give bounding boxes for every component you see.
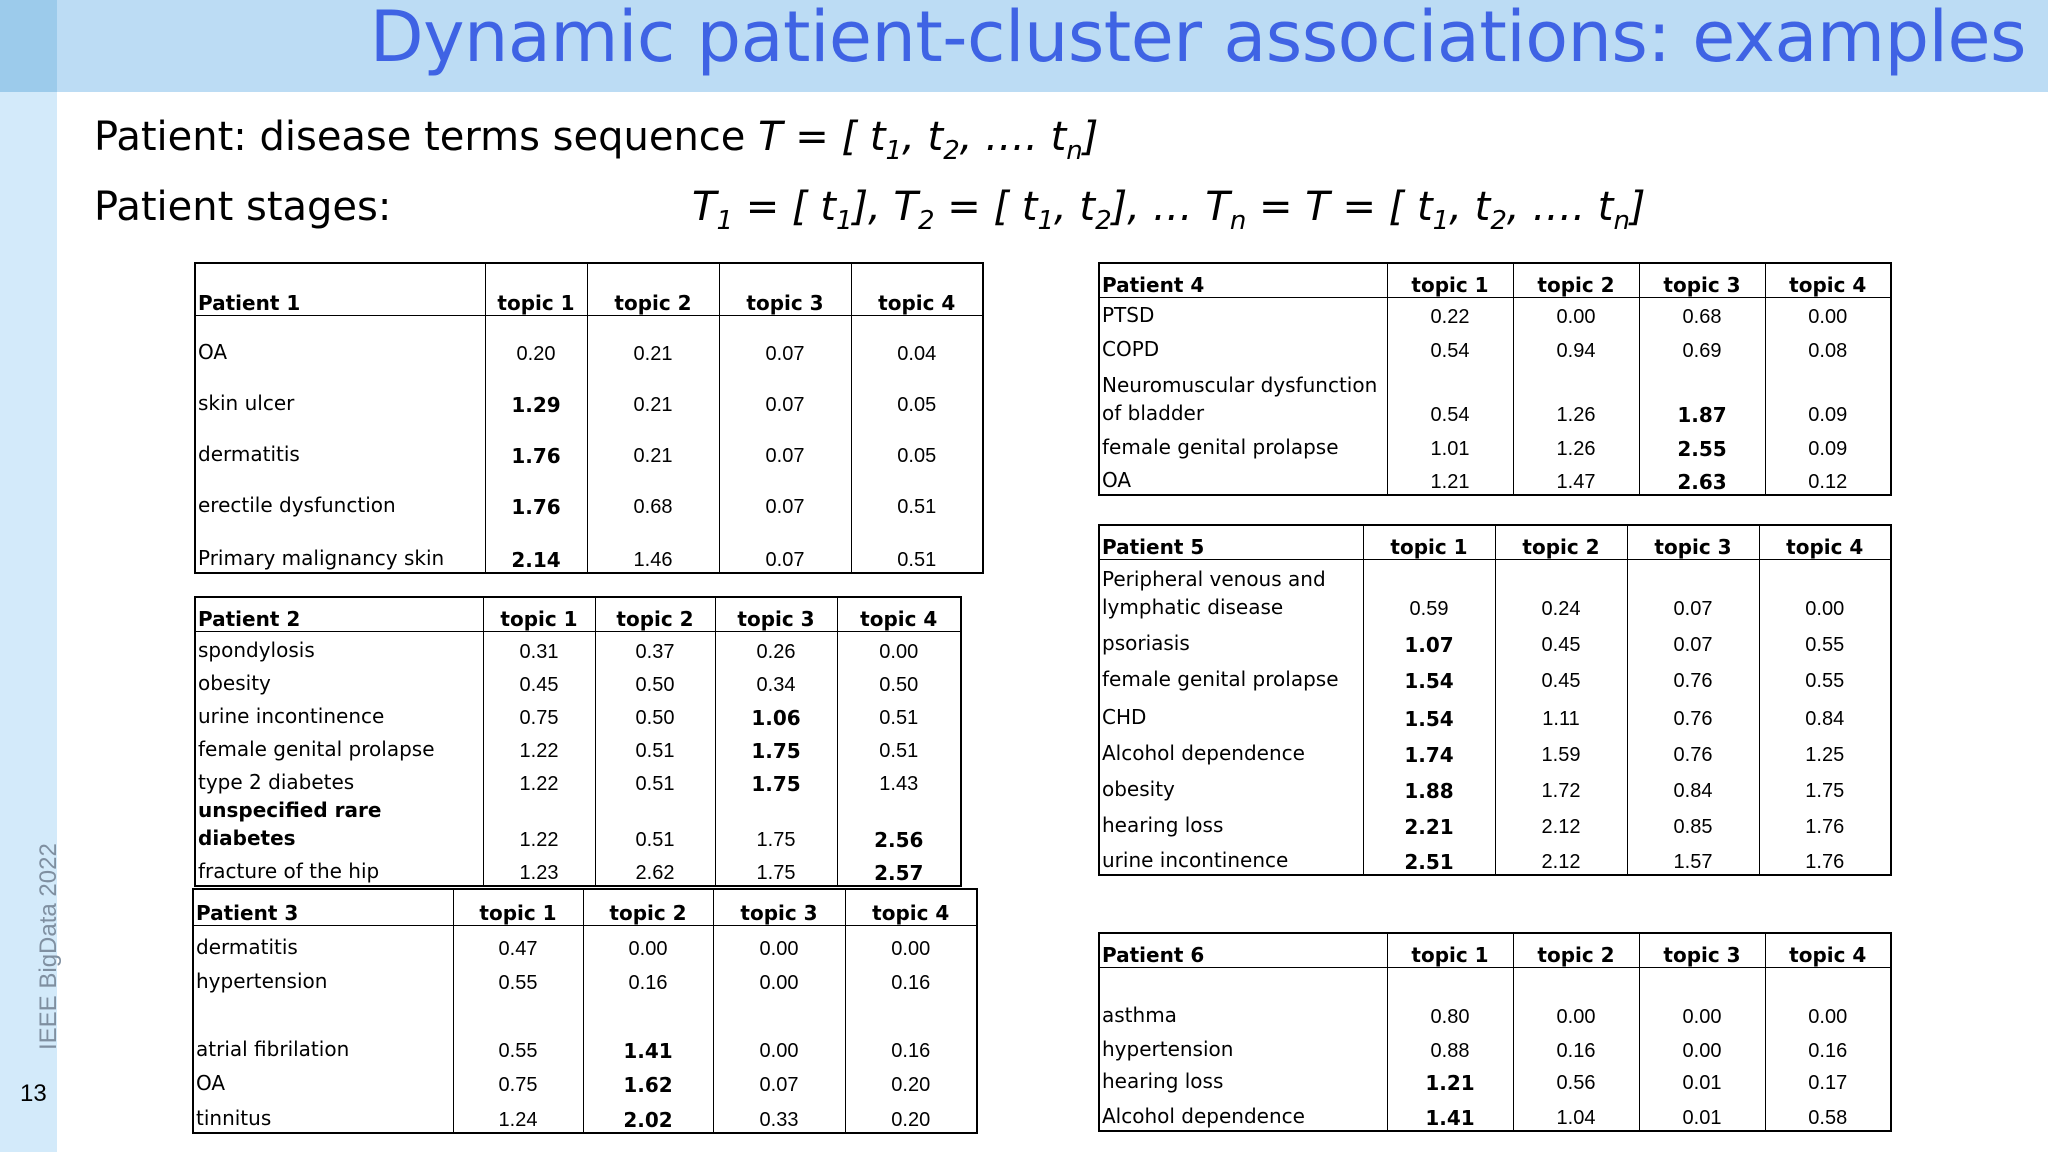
disease-term: skin ulcer bbox=[198, 391, 295, 415]
topic-3-value: 0.00 bbox=[713, 925, 845, 961]
topic-4-value: 0.00 bbox=[837, 631, 961, 664]
table-row bbox=[1099, 803, 1891, 839]
topic-1-value: 1.22 bbox=[483, 796, 595, 852]
disease-term: dermatitis bbox=[196, 935, 298, 959]
topic-1-value: 1.88 bbox=[1363, 767, 1495, 803]
table-row bbox=[195, 315, 983, 366]
topic-1-value: 1.21 bbox=[1387, 1063, 1513, 1095]
disease-term: PTSD bbox=[1102, 303, 1155, 327]
topic-2-value: 0.45 bbox=[1495, 621, 1627, 657]
topic-1-value: 0.80 bbox=[1387, 967, 1513, 1029]
table-header-row bbox=[1099, 933, 1891, 967]
patient-name: Patient 1 bbox=[195, 263, 485, 315]
conference-label: IEEE BigData 2022 bbox=[35, 843, 62, 1050]
column-header-topic-3: topic 3 bbox=[1639, 933, 1765, 967]
topic-2-value: 1.04 bbox=[1513, 1095, 1639, 1131]
column-header-topic-4: topic 4 bbox=[845, 889, 977, 925]
topic-3-value: 1.06 bbox=[715, 697, 837, 730]
topic-2-value: 0.21 bbox=[587, 315, 719, 366]
topic-1-value: 1.41 bbox=[1387, 1095, 1513, 1131]
topic-3-value: 0.07 bbox=[719, 417, 851, 468]
topic-2-value: 1.41 bbox=[583, 995, 713, 1063]
topic-3-value: 0.01 bbox=[1639, 1095, 1765, 1131]
column-header-topic-4: topic 4 bbox=[1759, 525, 1891, 559]
topic-4-value: 0.16 bbox=[845, 961, 977, 995]
topic-3-value: 0.34 bbox=[715, 664, 837, 697]
topic-3-value: 2.55 bbox=[1639, 427, 1765, 461]
topic-3-value: 0.00 bbox=[713, 961, 845, 995]
topic-3-value: 0.00 bbox=[1639, 967, 1765, 1029]
topic-2-value: 0.00 bbox=[583, 925, 713, 961]
disease-term: OA bbox=[198, 340, 228, 364]
topic-4-value: 0.00 bbox=[1765, 297, 1891, 329]
topic-4-value: 0.16 bbox=[845, 995, 977, 1063]
disease-term: asthma bbox=[1102, 1003, 1177, 1027]
topic-1-value: 1.07 bbox=[1363, 621, 1495, 657]
topic-1-value: 1.54 bbox=[1363, 693, 1495, 731]
patient-table-p5 bbox=[1098, 524, 1892, 876]
table-row bbox=[195, 796, 961, 852]
disease-term: urine incontinence bbox=[1102, 848, 1289, 872]
patient-name: Patient 2 bbox=[195, 597, 483, 631]
disease-term: obesity bbox=[1102, 777, 1175, 801]
topic-3-value: 1.75 bbox=[715, 852, 837, 886]
disease-term: unspecified rare diabetes bbox=[198, 798, 382, 850]
topic-2-value: 0.51 bbox=[595, 796, 715, 852]
topic-4-value: 0.05 bbox=[851, 366, 983, 417]
topic-2-value: 0.16 bbox=[583, 961, 713, 995]
column-header-topic-1: topic 1 bbox=[1387, 263, 1513, 297]
column-header-topic-4: topic 4 bbox=[1765, 263, 1891, 297]
topic-2-value: 1.26 bbox=[1513, 363, 1639, 427]
table-row bbox=[1099, 461, 1891, 495]
topic-2-value: 0.00 bbox=[1513, 967, 1639, 1029]
disease-term: psoriasis bbox=[1102, 631, 1190, 655]
topic-4-value: 1.25 bbox=[1759, 731, 1891, 767]
disease-term: female genital prolapse bbox=[1102, 667, 1339, 691]
topic-1-value: 0.59 bbox=[1363, 559, 1495, 621]
topic-4-value: 0.51 bbox=[851, 468, 983, 519]
topic-1-value: 0.54 bbox=[1387, 329, 1513, 363]
topic-4-value: 1.75 bbox=[1759, 767, 1891, 803]
table-row bbox=[193, 995, 977, 1063]
topic-1-value: 1.01 bbox=[1387, 427, 1513, 461]
column-header-topic-3: topic 3 bbox=[713, 889, 845, 925]
table-header-row bbox=[1099, 263, 1891, 297]
topic-2-value: 0.68 bbox=[587, 468, 719, 519]
topic-2-value: 0.56 bbox=[1513, 1063, 1639, 1095]
table-row bbox=[1099, 693, 1891, 731]
topic-4-value: 0.00 bbox=[1759, 559, 1891, 621]
table-header-row bbox=[195, 263, 983, 315]
disease-term: hearing loss bbox=[1102, 813, 1224, 837]
patient-table-p2 bbox=[194, 596, 962, 887]
disease-term: Alcohol dependence bbox=[1102, 741, 1305, 765]
table-row bbox=[195, 852, 961, 886]
table-row bbox=[193, 1097, 977, 1133]
topic-2-value: 0.21 bbox=[587, 366, 719, 417]
topic-1-value: 0.55 bbox=[453, 961, 583, 995]
column-header-topic-2: topic 2 bbox=[1495, 525, 1627, 559]
topic-3-value: 1.87 bbox=[1639, 363, 1765, 427]
topic-2-value: 1.11 bbox=[1495, 693, 1627, 731]
topic-1-value: 0.55 bbox=[453, 995, 583, 1063]
disease-term: atrial fibrilation bbox=[196, 1037, 350, 1061]
table-row bbox=[1099, 1095, 1891, 1131]
disease-term: fracture of the hip bbox=[198, 859, 380, 883]
disease-term: hypertension bbox=[196, 969, 328, 993]
topic-1-value: 1.21 bbox=[1387, 461, 1513, 495]
topic-2-value: 2.62 bbox=[595, 852, 715, 886]
disease-term: Primary malignancy skin bbox=[198, 546, 445, 570]
topic-1-value: 1.24 bbox=[453, 1097, 583, 1133]
table-row bbox=[195, 631, 961, 664]
topic-4-value: 1.76 bbox=[1759, 803, 1891, 839]
column-header-topic-2: topic 2 bbox=[587, 263, 719, 315]
disease-term: tinnitus bbox=[196, 1106, 272, 1130]
topic-2-value: 1.59 bbox=[1495, 731, 1627, 767]
patient-name: Patient 3 bbox=[193, 889, 453, 925]
column-header-topic-1: topic 1 bbox=[1363, 525, 1495, 559]
table-row bbox=[1099, 839, 1891, 875]
page-number: 13 bbox=[20, 1080, 47, 1107]
topic-3-value: 0.07 bbox=[719, 468, 851, 519]
column-header-topic-1: topic 1 bbox=[483, 597, 595, 631]
topic-1-value: 2.51 bbox=[1363, 839, 1495, 875]
topic-1-value: 1.54 bbox=[1363, 657, 1495, 693]
patient-name: Patient 5 bbox=[1099, 525, 1363, 559]
topic-3-value: 0.76 bbox=[1627, 731, 1759, 767]
topic-2-value: 1.47 bbox=[1513, 461, 1639, 495]
topic-4-value: 0.51 bbox=[837, 697, 961, 730]
topic-3-value: 0.76 bbox=[1627, 657, 1759, 693]
patient-table-p6 bbox=[1098, 932, 1892, 1132]
topic-2-value: 1.62 bbox=[583, 1063, 713, 1097]
topic-3-value: 1.75 bbox=[715, 763, 837, 796]
topic-3-value: 1.75 bbox=[715, 796, 837, 852]
topic-3-value: 0.84 bbox=[1627, 767, 1759, 803]
column-header-topic-3: topic 3 bbox=[1639, 263, 1765, 297]
disease-term: OA bbox=[196, 1071, 226, 1095]
table-row bbox=[195, 366, 983, 417]
table-row bbox=[1099, 427, 1891, 461]
topic-3-value: 2.63 bbox=[1639, 461, 1765, 495]
table-row bbox=[195, 519, 983, 573]
table-row bbox=[195, 417, 983, 468]
topic-4-value: 0.00 bbox=[1765, 967, 1891, 1029]
topic-4-value: 0.12 bbox=[1765, 461, 1891, 495]
topic-4-value: 0.09 bbox=[1765, 363, 1891, 427]
column-header-topic-2: topic 2 bbox=[595, 597, 715, 631]
topic-4-value: 0.58 bbox=[1765, 1095, 1891, 1131]
sequence-label: Patient: disease terms sequence bbox=[94, 114, 759, 160]
column-header-topic-4: topic 4 bbox=[837, 597, 961, 631]
topic-2-value: 0.51 bbox=[595, 763, 715, 796]
table-row bbox=[1099, 1063, 1891, 1095]
topic-3-value: 0.07 bbox=[1627, 621, 1759, 657]
table-row bbox=[195, 697, 961, 730]
disease-term: dermatitis bbox=[198, 442, 300, 466]
topic-3-value: 0.07 bbox=[1627, 559, 1759, 621]
topic-1-value: 2.14 bbox=[485, 519, 587, 573]
column-header-topic-4: topic 4 bbox=[1765, 933, 1891, 967]
topic-2-value: 0.94 bbox=[1513, 329, 1639, 363]
topic-4-value: 0.09 bbox=[1765, 427, 1891, 461]
title-bar-accent bbox=[0, 0, 57, 92]
topic-1-value: 1.29 bbox=[485, 366, 587, 417]
topic-2-value: 0.50 bbox=[595, 664, 715, 697]
table-row bbox=[193, 925, 977, 961]
topic-4-value: 0.05 bbox=[851, 417, 983, 468]
table-row bbox=[1099, 329, 1891, 363]
topic-3-value: 0.00 bbox=[1639, 1029, 1765, 1063]
topic-2-value: 2.02 bbox=[583, 1097, 713, 1133]
stages-label: Patient stages: bbox=[94, 184, 392, 230]
disease-term: hypertension bbox=[1102, 1037, 1234, 1061]
topic-2-value: 0.37 bbox=[595, 631, 715, 664]
topic-1-value: 1.74 bbox=[1363, 731, 1495, 767]
topic-3-value: 0.85 bbox=[1627, 803, 1759, 839]
topic-3-value: 0.26 bbox=[715, 631, 837, 664]
topic-3-value: 1.75 bbox=[715, 730, 837, 763]
topic-2-value: 2.12 bbox=[1495, 803, 1627, 839]
topic-4-value: 0.00 bbox=[845, 925, 977, 961]
disease-term: erectile dysfunction bbox=[198, 493, 396, 517]
topic-2-value: 0.00 bbox=[1513, 297, 1639, 329]
topic-4-value: 0.51 bbox=[851, 519, 983, 573]
disease-term: type 2 diabetes bbox=[198, 770, 355, 794]
disease-term: COPD bbox=[1102, 337, 1160, 361]
disease-term: Neuromuscular dysfunction of bladder bbox=[1102, 373, 1378, 425]
topic-2-value: 1.72 bbox=[1495, 767, 1627, 803]
topic-1-value: 1.23 bbox=[483, 852, 595, 886]
disease-term: obesity bbox=[198, 671, 271, 695]
disease-term: urine incontinence bbox=[198, 704, 385, 728]
table-row bbox=[195, 730, 961, 763]
table-row bbox=[1099, 657, 1891, 693]
column-header-topic-2: topic 2 bbox=[1513, 263, 1639, 297]
topic-2-value: 1.26 bbox=[1513, 427, 1639, 461]
topic-4-value: 0.16 bbox=[1765, 1029, 1891, 1063]
disease-term: female genital prolapse bbox=[198, 737, 435, 761]
patient-name: Patient 6 bbox=[1099, 933, 1387, 967]
column-header-topic-2: topic 2 bbox=[1513, 933, 1639, 967]
disease-term: OA bbox=[1102, 468, 1132, 492]
table-row bbox=[193, 961, 977, 995]
column-header-topic-3: topic 3 bbox=[719, 263, 851, 315]
topic-4-value: 0.17 bbox=[1765, 1063, 1891, 1095]
topic-3-value: 0.07 bbox=[719, 366, 851, 417]
disease-term: Peripheral venous and lymphatic disease bbox=[1102, 567, 1326, 619]
topic-3-value: 0.76 bbox=[1627, 693, 1759, 731]
topic-3-value: 0.07 bbox=[719, 315, 851, 366]
patient-table-p1 bbox=[194, 262, 984, 574]
topic-2-value: 0.45 bbox=[1495, 657, 1627, 693]
table-header-row bbox=[193, 889, 977, 925]
table-row bbox=[1099, 363, 1891, 427]
disease-term: female genital prolapse bbox=[1102, 435, 1339, 459]
table-row bbox=[1099, 559, 1891, 621]
topic-1-value: 0.54 bbox=[1387, 363, 1513, 427]
topic-2-value: 0.21 bbox=[587, 417, 719, 468]
column-header-topic-1: topic 1 bbox=[1387, 933, 1513, 967]
topic-4-value: 2.57 bbox=[837, 852, 961, 886]
table-row bbox=[195, 763, 961, 796]
stages-formula: $T_1$ = [ $t_1$], $T_2$ = [ $t_1$, $t_2$], … $T_n = T$ = [ $t_1$, $t_2$, …. $t_n$] bbox=[692, 184, 1646, 236]
disease-term: spondylosis bbox=[198, 638, 315, 662]
table-row bbox=[195, 468, 983, 519]
table-row bbox=[1099, 297, 1891, 329]
topic-1-value: 1.22 bbox=[483, 763, 595, 796]
topic-1-value: 0.88 bbox=[1387, 1029, 1513, 1063]
topic-1-value: 0.75 bbox=[483, 697, 595, 730]
topic-4-value: 0.50 bbox=[837, 664, 961, 697]
patient-table-p4 bbox=[1098, 262, 1892, 496]
slide-title: Dynamic patient-cluster associations: examples bbox=[369, 0, 2026, 78]
topic-2-value: 2.12 bbox=[1495, 839, 1627, 875]
topic-3-value: 0.69 bbox=[1639, 329, 1765, 363]
topic-2-value: 0.50 bbox=[595, 697, 715, 730]
topic-1-value: 0.22 bbox=[1387, 297, 1513, 329]
topic-4-value: 0.20 bbox=[845, 1063, 977, 1097]
topic-1-value: 1.76 bbox=[485, 417, 587, 468]
topic-3-value: 0.00 bbox=[713, 995, 845, 1063]
topic-4-value: 0.51 bbox=[837, 730, 961, 763]
topic-4-value: 0.84 bbox=[1759, 693, 1891, 731]
topic-1-value: 0.45 bbox=[483, 664, 595, 697]
topic-4-value: 0.55 bbox=[1759, 657, 1891, 693]
table-row bbox=[1099, 1029, 1891, 1063]
column-header-topic-2: topic 2 bbox=[583, 889, 713, 925]
table-row bbox=[1099, 621, 1891, 657]
topic-1-value: 0.31 bbox=[483, 631, 595, 664]
topic-3-value: 0.33 bbox=[713, 1097, 845, 1133]
column-header-topic-3: topic 3 bbox=[715, 597, 837, 631]
table-row bbox=[195, 664, 961, 697]
topic-4-value: 0.55 bbox=[1759, 621, 1891, 657]
table-row bbox=[1099, 967, 1891, 1029]
table-row bbox=[1099, 731, 1891, 767]
topic-3-value: 0.68 bbox=[1639, 297, 1765, 329]
column-header-topic-3: topic 3 bbox=[1627, 525, 1759, 559]
topic-1-value: 0.20 bbox=[485, 315, 587, 366]
patient-name: Patient 4 bbox=[1099, 263, 1387, 297]
topic-1-value: 2.21 bbox=[1363, 803, 1495, 839]
disease-term: hearing loss bbox=[1102, 1069, 1224, 1093]
sequence-definition: Patient: disease terms sequence T = [ $t_1$, $t_2$, …. $t_n$] bbox=[94, 114, 1099, 166]
patient-table-p3 bbox=[192, 888, 978, 1134]
topic-1-value: 0.47 bbox=[453, 925, 583, 961]
topic-3-value: 0.07 bbox=[713, 1063, 845, 1097]
topic-2-value: 0.16 bbox=[1513, 1029, 1639, 1063]
topic-4-value: 0.08 bbox=[1765, 329, 1891, 363]
table-header-row bbox=[195, 597, 961, 631]
table-row bbox=[1099, 767, 1891, 803]
topic-1-value: 1.22 bbox=[483, 730, 595, 763]
topic-4-value: 0.04 bbox=[851, 315, 983, 366]
topic-2-value: 0.24 bbox=[1495, 559, 1627, 621]
column-header-topic-1: topic 1 bbox=[485, 263, 587, 315]
topic-2-value: 1.46 bbox=[587, 519, 719, 573]
disease-term: CHD bbox=[1102, 705, 1147, 729]
topic-4-value: 1.43 bbox=[837, 763, 961, 796]
topic-4-value: 0.20 bbox=[845, 1097, 977, 1133]
column-header-topic-1: topic 1 bbox=[453, 889, 583, 925]
table-row bbox=[193, 1063, 977, 1097]
column-header-topic-4: topic 4 bbox=[851, 263, 983, 315]
topic-4-value: 1.76 bbox=[1759, 839, 1891, 875]
topic-1-value: 1.76 bbox=[485, 468, 587, 519]
table-header-row bbox=[1099, 525, 1891, 559]
topic-2-value: 0.51 bbox=[595, 730, 715, 763]
topic-3-value: 0.01 bbox=[1639, 1063, 1765, 1095]
disease-term: Alcohol dependence bbox=[1102, 1104, 1305, 1128]
topic-3-value: 0.07 bbox=[719, 519, 851, 573]
topic-3-value: 1.57 bbox=[1627, 839, 1759, 875]
topic-4-value: 2.56 bbox=[837, 796, 961, 852]
topic-1-value: 0.75 bbox=[453, 1063, 583, 1097]
